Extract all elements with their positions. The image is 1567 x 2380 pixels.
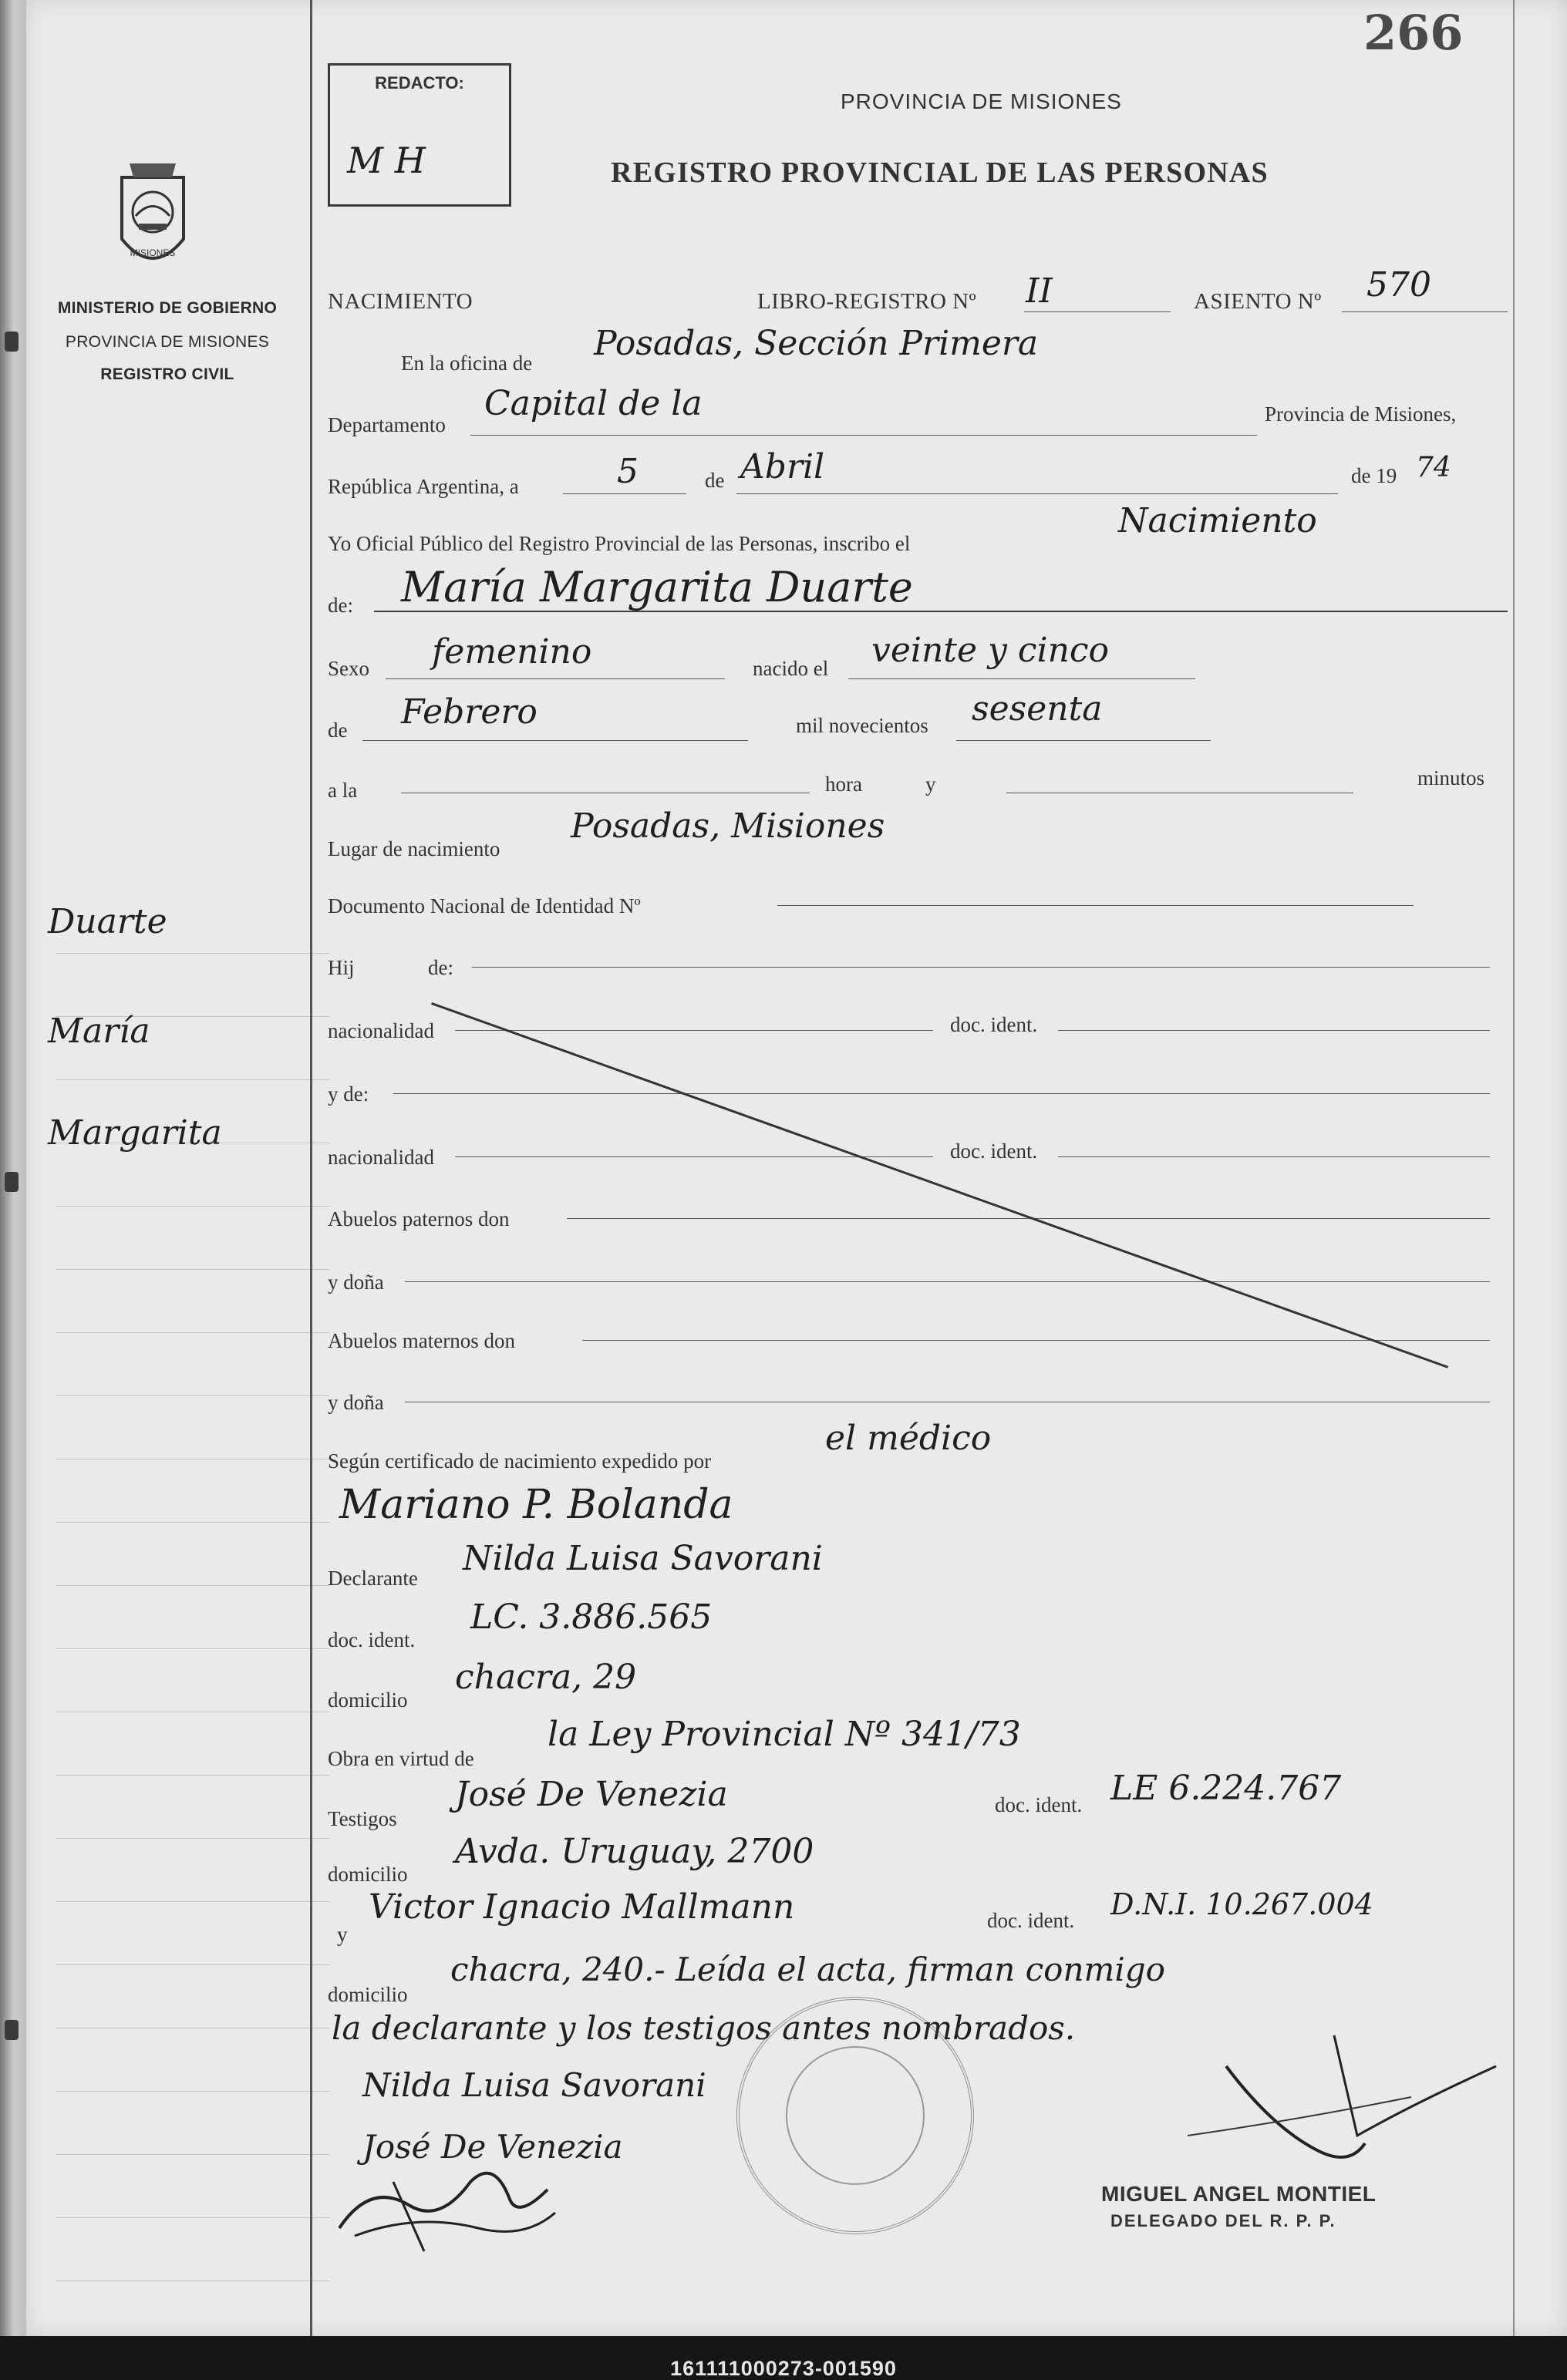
provincia-label: Provincia de Misiones,: [1265, 402, 1457, 426]
registry-title: REGISTRO PROVINCIAL DE LAS PERSONAS: [611, 157, 1269, 189]
mil-value: sesenta: [972, 689, 1103, 729]
y-dona-2-label: y doña: [328, 1391, 384, 1414]
oficina-label: En la oficina de: [401, 352, 533, 375]
mil-label: mil novecientos: [796, 714, 928, 737]
hij-de-label: de:: [428, 956, 453, 979]
acta-type-value: Nacimiento: [1118, 501, 1317, 540]
oficial-label: Yo Oficial Público del Registro Provincial de las Personas, inscribo el: [328, 532, 911, 555]
province-heading: PROVINCIA DE MISIONES: [841, 89, 1122, 113]
binding-hole: [5, 2020, 19, 2040]
decl-doc-value: LC. 3.886.565: [470, 1597, 713, 1637]
page-number: 266: [1363, 5, 1464, 61]
doctor-name: Mariano P. Bolanda: [339, 1482, 733, 1528]
margin-surname: Duarte: [48, 902, 167, 941]
official-name: MIGUEL ANGEL MONTIEL: [1101, 2182, 1377, 2206]
asiento-label: ASIENTO Nº: [1194, 289, 1322, 314]
testigo1-name: José De Venezia: [455, 1775, 728, 1814]
record-type-label: NACIMIENTO: [328, 289, 473, 314]
witness-signature-icon: [324, 2151, 571, 2259]
libro-value: II: [1026, 271, 1053, 311]
certificado-label: Según certificado de nacimiento expedido por: [328, 1449, 712, 1473]
a-la-label: a la: [328, 779, 358, 802]
svg-text:MISIONES: MISIONES: [130, 247, 176, 258]
nacionalidad-label: nacionalidad: [328, 1019, 434, 1042]
testigo2-doc-label: doc. ident.: [987, 1909, 1075, 1932]
official-title: DELEGADO DEL R. P. P.: [1110, 2211, 1336, 2230]
testigo1-dom-value: Avda. Uruguay, 2700: [455, 1832, 814, 1871]
nacionalidad-2-label: nacionalidad: [328, 1146, 434, 1169]
lugar-label: Lugar de nacimiento: [328, 837, 500, 860]
testigo2-name: Victor Ignacio Mallmann: [369, 1887, 795, 1927]
asiento-value: 570: [1366, 265, 1431, 305]
binding-hole: [5, 1172, 19, 1192]
coat-of-arms-icon: [106, 154, 199, 285]
oficina-value: Posadas, Sección Primera: [594, 324, 1039, 363]
testigos-label: Testigos: [328, 1807, 397, 1830]
right-rule: [1513, 0, 1515, 2336]
libro-label: LIBRO-REGISTRO Nº: [757, 289, 977, 314]
minutos-label: minutos: [1417, 766, 1485, 789]
redacto-label: REDACTO:: [375, 73, 464, 93]
domicilio-label: domicilio: [328, 1688, 408, 1712]
official-seal-icon: [736, 1997, 974, 2234]
dni-label: Documento Nacional de Identidad Nº: [328, 894, 641, 917]
decl-doc-label: doc. ident.: [328, 1628, 416, 1651]
certificado-value: el médico: [825, 1419, 992, 1458]
doc-ident-label: doc. ident.: [950, 1013, 1038, 1036]
lugar-value: Posadas, Misiones: [571, 806, 885, 846]
republica-label: República Argentina, a: [328, 475, 519, 498]
month-value: Abril: [740, 447, 825, 486]
birth-month-de-label: de: [328, 719, 348, 742]
abuelos-maternos-label: Abuelos maternos don: [328, 1329, 515, 1352]
name-de-label: de:: [328, 594, 353, 617]
departamento-label: Departamento: [328, 413, 446, 436]
testigo2-doc-value: D.N.I. 10.267.004: [1110, 1887, 1373, 1921]
ministry-name: MINISTERIO DE GOBIERNO: [57, 299, 278, 317]
departamento-value: Capital de la: [484, 384, 703, 423]
ministry-registry: REGISTRO CIVIL: [100, 365, 234, 383]
margin-first-name: María: [48, 1012, 150, 1051]
doc-ident-2-label: doc. ident.: [950, 1140, 1038, 1163]
margin-rule: [310, 0, 312, 2336]
nacido-label: nacido el: [753, 657, 829, 680]
testigo2-dom-value: chacra, 240.- Leída el acta, firman conmigo: [450, 1951, 1165, 1988]
day-value: 5: [617, 452, 639, 491]
month-de-label: de: [705, 469, 725, 492]
binding-hole: [5, 332, 19, 352]
year-label: de 19: [1351, 464, 1397, 487]
y-dona-label: y doña: [328, 1271, 384, 1294]
y-de-label: y de:: [328, 1082, 369, 1106]
binding-strip: [0, 0, 26, 2336]
declarante-value: Nilda Luisa Savorani: [463, 1539, 823, 1578]
redacto-box: [328, 63, 511, 207]
testigo2-dom-label: domicilio: [328, 1983, 408, 2006]
closing-text: la declarante y los testigos antes nombrados.: [332, 2009, 1076, 2047]
testigo1-doc-value: LE 6.224.767: [1110, 1769, 1342, 1808]
y2-label: y: [337, 1923, 348, 1946]
y-label: y: [925, 773, 936, 796]
sexo-value: femenino: [432, 632, 592, 672]
official-signature-icon: [1180, 2020, 1504, 2174]
ministry-province: PROVINCIA DE MISIONES: [65, 333, 270, 351]
testigo1-doc-label: doc. ident.: [995, 1793, 1083, 1816]
hora-label: hora: [825, 773, 862, 796]
redacto-initials: M H: [347, 140, 426, 181]
sexo-label: Sexo: [328, 657, 369, 680]
domicilio-value: chacra, 29: [455, 1658, 637, 1697]
obra-value: la Ley Provincial Nº 341/73: [548, 1715, 1021, 1754]
margin-second-name: Margarita: [48, 1113, 222, 1153]
document-code: 161111000273-001590: [670, 2357, 897, 2380]
nacido-value: veinte y cinco: [871, 631, 1110, 670]
child-name: María Margarita Duarte: [401, 563, 913, 611]
birth-month-value: Febrero: [401, 692, 537, 732]
obra-label: Obra en virtud de: [328, 1747, 474, 1770]
declarante-signature: Nilda Luisa Savorani: [362, 2066, 706, 2104]
hij-label: Hij: [328, 956, 355, 979]
declarante-label: Declarante: [328, 1567, 418, 1590]
abuelos-paternos-label: Abuelos paternos don: [328, 1207, 510, 1230]
testigo-signature: José De Venezia: [362, 2128, 623, 2166]
testigo1-dom-label: domicilio: [328, 1863, 408, 1886]
year-value: 74: [1416, 452, 1451, 483]
